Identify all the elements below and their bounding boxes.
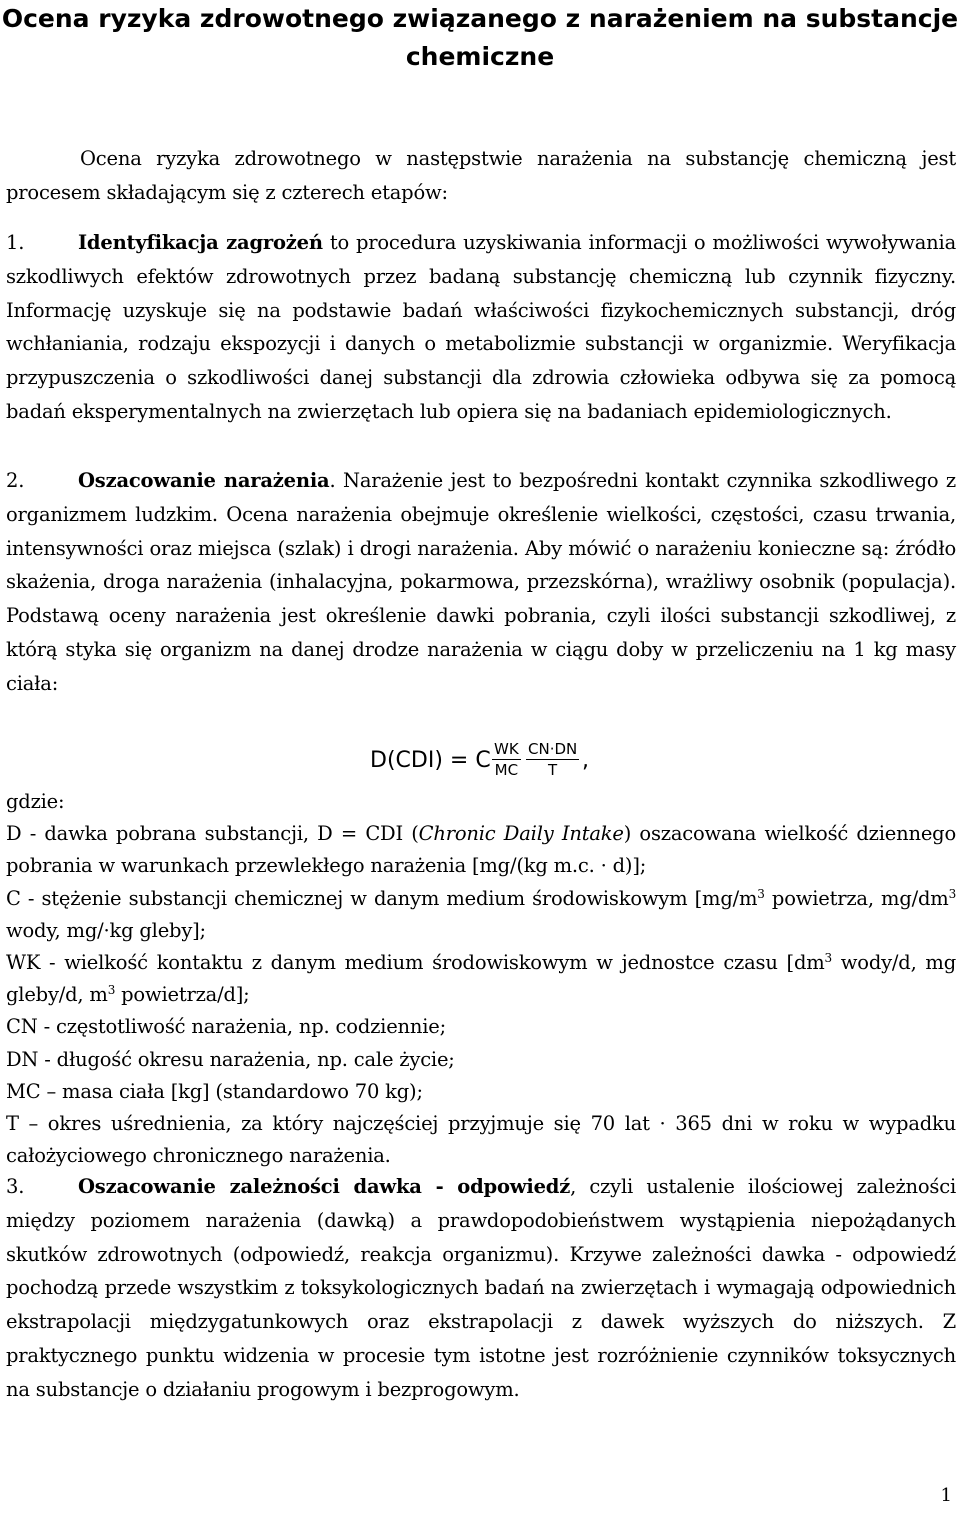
step-1-paragraph (6, 226, 956, 429)
step-3-paragraph (6, 1170, 956, 1407)
definition-wk: WK - wielkość kontaktu z danym medium środowiskowym w jednostce czasu [$dm^3$ wody/d, mg gleby/d, $m^3$ powietrza/d]; (6, 951, 956, 1007)
step-2-number: 2. (6, 469, 25, 492)
definitions-block (6, 786, 956, 1172)
definition-cn: CN - częstotliwość narażenia, np. codziennie; (6, 1015, 447, 1039)
step-1-text: to procedura uzyskiwania informacji o możliwości wywoływania szkodliwych efektów zdrowotnych przez badaną substancję chemiczną lub czynnik fizyczny. Informację uzyskuje się na podstawie badań właściwości fizykochemicznych substancji, dróg wchłaniania, rodzaju ekspozycji i danych o metabolizmie substancji w organizmie. Weryfikacja przypuszczenia o szkodliwości danej substancji dla zdrowia człowieka odbywa się za pomocą badań eksperymentalnych na zwierzętach lub opiera się na badaniach epidemiologicznych. (6, 231, 956, 423)
document-title: Ocena ryzyka zdrowotnego związanego z narażeniem na substancje chemiczne (1, 4, 959, 71)
formula-lhs: D(CDI) = C (370, 748, 491, 773)
fraction-denominator: T (548, 761, 558, 779)
definition-mc: MC – masa ciała [kg] (standardowo 70 kg); (6, 1079, 423, 1103)
step-3-heading: Oszacowanie zależności dawka - odpowiedź (78, 1175, 571, 1198)
definition-dn: DN - długość okresu narażenia, np. cale życie; (6, 1047, 455, 1071)
step-3-number: 3. (6, 1175, 25, 1198)
definition-d: D - dawka pobrana substancji, D = CDI (Chronic Daily Intake) oszacowana wielkość dziennego pobrania w warunkach przewlekłego narażenia [mg/(kg m.c. · d)]; (6, 822, 956, 878)
formula-fraction-wk-mc (492, 740, 521, 779)
step-1-number: 1. (6, 231, 25, 254)
formula-comma: , (582, 748, 589, 773)
definition-d-italic: Chronic Daily Intake (418, 822, 624, 846)
step-2-paragraph (6, 464, 956, 701)
step-2-text: . Narażenie jest to bezpośredni kontakt czynnika szkodliwego z organizmem ludzkim. Ocena narażenia obejmuje określenie wielkości, częstości, czasu trwania, intensywności oraz miejsca (szlak) i drogi narażenia. Aby mówić o narażeniu konieczne są: źródło skażenia, droga narażenia (inhalacyjna, pokarmowa, przezskórna), wrażliwy osobnik (populacja). Podstawą oceny narażenia jest określenie dawki pobrania, czyli ilości substancji szkodliwej, z którą styka się organizm na danej drodze narażenia w ciągu doby w przeliczeniu na 1 kg masy ciała: (6, 469, 956, 695)
step-2-heading: Oszacowanie narażenia (78, 469, 330, 492)
fraction-numerator: WK (494, 740, 519, 758)
definitions-intro: gdzie: (6, 790, 65, 813)
fraction-denominator: MC (494, 761, 519, 779)
step-3-text: , czyli ustalenie ilościowej zależności między poziomem narażenia (dawką) a prawdopodobieństwem wystąpienia niepożądanych skutków zdrowotnych (odpowiedź, reakcja organizmu). Krzywe zależności dawka - odpowiedź pochodzą przede wszystkim z toksykologicznych badań na zwierzętach i wymagają odpowiednich ekstrapolacji międzygatunkowych oraz ekstrapolacji z dawek wyższych do niższych. Z praktycznego punktu widzenia w procesie tym istotne jest rozróżnienie czynników toksycznych na substancje o działaniu progowym i bezprogowym. (6, 1175, 956, 1401)
fraction-numerator: CN·DN (528, 740, 578, 758)
definition-c: C - stężenie substancji chemicznej w danym medium środowiskowym [$mg/m^3$ powietrza, $mg/dm^3$ wody, mg/·kg gleby]; (6, 886, 956, 942)
formula-fraction-cndn-t (526, 740, 579, 779)
page-number: 1 (940, 1485, 952, 1506)
definition-t: T – okres uśrednienia, za który najczęściej przyjmuje się 70 lat · 365 dni w roku w wypadku całożyciowego chronicznego narażenia. (6, 1112, 956, 1168)
intro-paragraph: Ocena ryzyka zdrowotnego w następstwie narażenia na substancję chemiczną jest procesem składającym się z czterech etapów: (6, 147, 956, 204)
step-1-heading: Identyfikacja zagrożeń (78, 231, 323, 254)
